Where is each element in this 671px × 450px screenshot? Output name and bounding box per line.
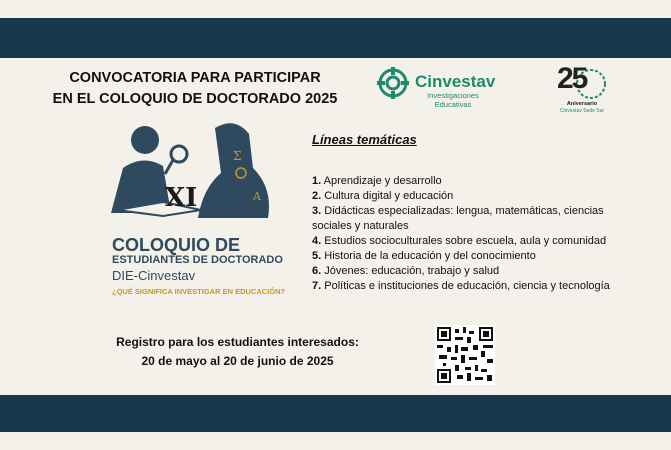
svg-text:Σ: Σ: [233, 149, 242, 163]
cinvestav-name: Cinvestav: [415, 72, 496, 91]
list-item: 7. Políticas e instituciones de educación, ciencia y tecnología: [312, 280, 610, 292]
page-title: [40, 68, 350, 110]
roman-numeral: XI: [165, 183, 198, 213]
svg-text:A: A: [253, 190, 261, 203]
registration-dates: 20 de mayo al 20 de junio de 2025: [141, 354, 334, 368]
list-item: 2. Cultura digital y educación: [312, 190, 454, 202]
list-item: 1. Aprendizaje y desarrollo: [312, 175, 442, 187]
topics-list: [312, 174, 642, 294]
colloquium-illustration-icon: [103, 118, 278, 228]
colloquium-subtitle: ESTUDIANTES DE DOCTORADO: [112, 254, 283, 266]
topics-heading: Líneas temáticas: [312, 132, 417, 147]
registration-line-1: Registro para los estudiantes interesados:: [116, 335, 359, 349]
title-line-1: CONVOCATORIA PARA PARTICIPAR: [69, 70, 321, 86]
registration-info: [90, 333, 385, 371]
list-item: 6. Jóvenes: educación, trabajo y salud: [312, 265, 500, 277]
colloquium-department: DIE-Cinvestav: [112, 268, 196, 283]
qr-code-icon[interactable]: [435, 325, 495, 385]
top-banner: [0, 18, 671, 58]
anniversary-label: Aniversario: [566, 101, 598, 107]
anniversary-sub: Cinvestav Sede Sur: [559, 108, 605, 114]
colloquium-question: ¿QUÉ SIGNIFICA INVESTIGAR EN EDUCACIÓN?: [112, 287, 286, 296]
bottom-banner: [0, 395, 671, 432]
cinvestav-subtitle: Investigaciones Educativas: [427, 91, 479, 109]
anniversary-number: 25: [557, 62, 587, 95]
list-item: 5. Historia de la educación y del conocimiento: [312, 250, 536, 262]
colloquium-title: COLOQUIO DE: [112, 235, 241, 255]
list-item: 3. Didácticas especializadas: lengua, matemáticas, ciencias sociales y naturales: [312, 205, 604, 232]
list-item: 4. Estudios socioculturales sobre escuela, aula y comunidad: [312, 235, 607, 247]
title-line-2: EN EL COLOQUIO DE DOCTORADO 2025: [52, 91, 338, 107]
